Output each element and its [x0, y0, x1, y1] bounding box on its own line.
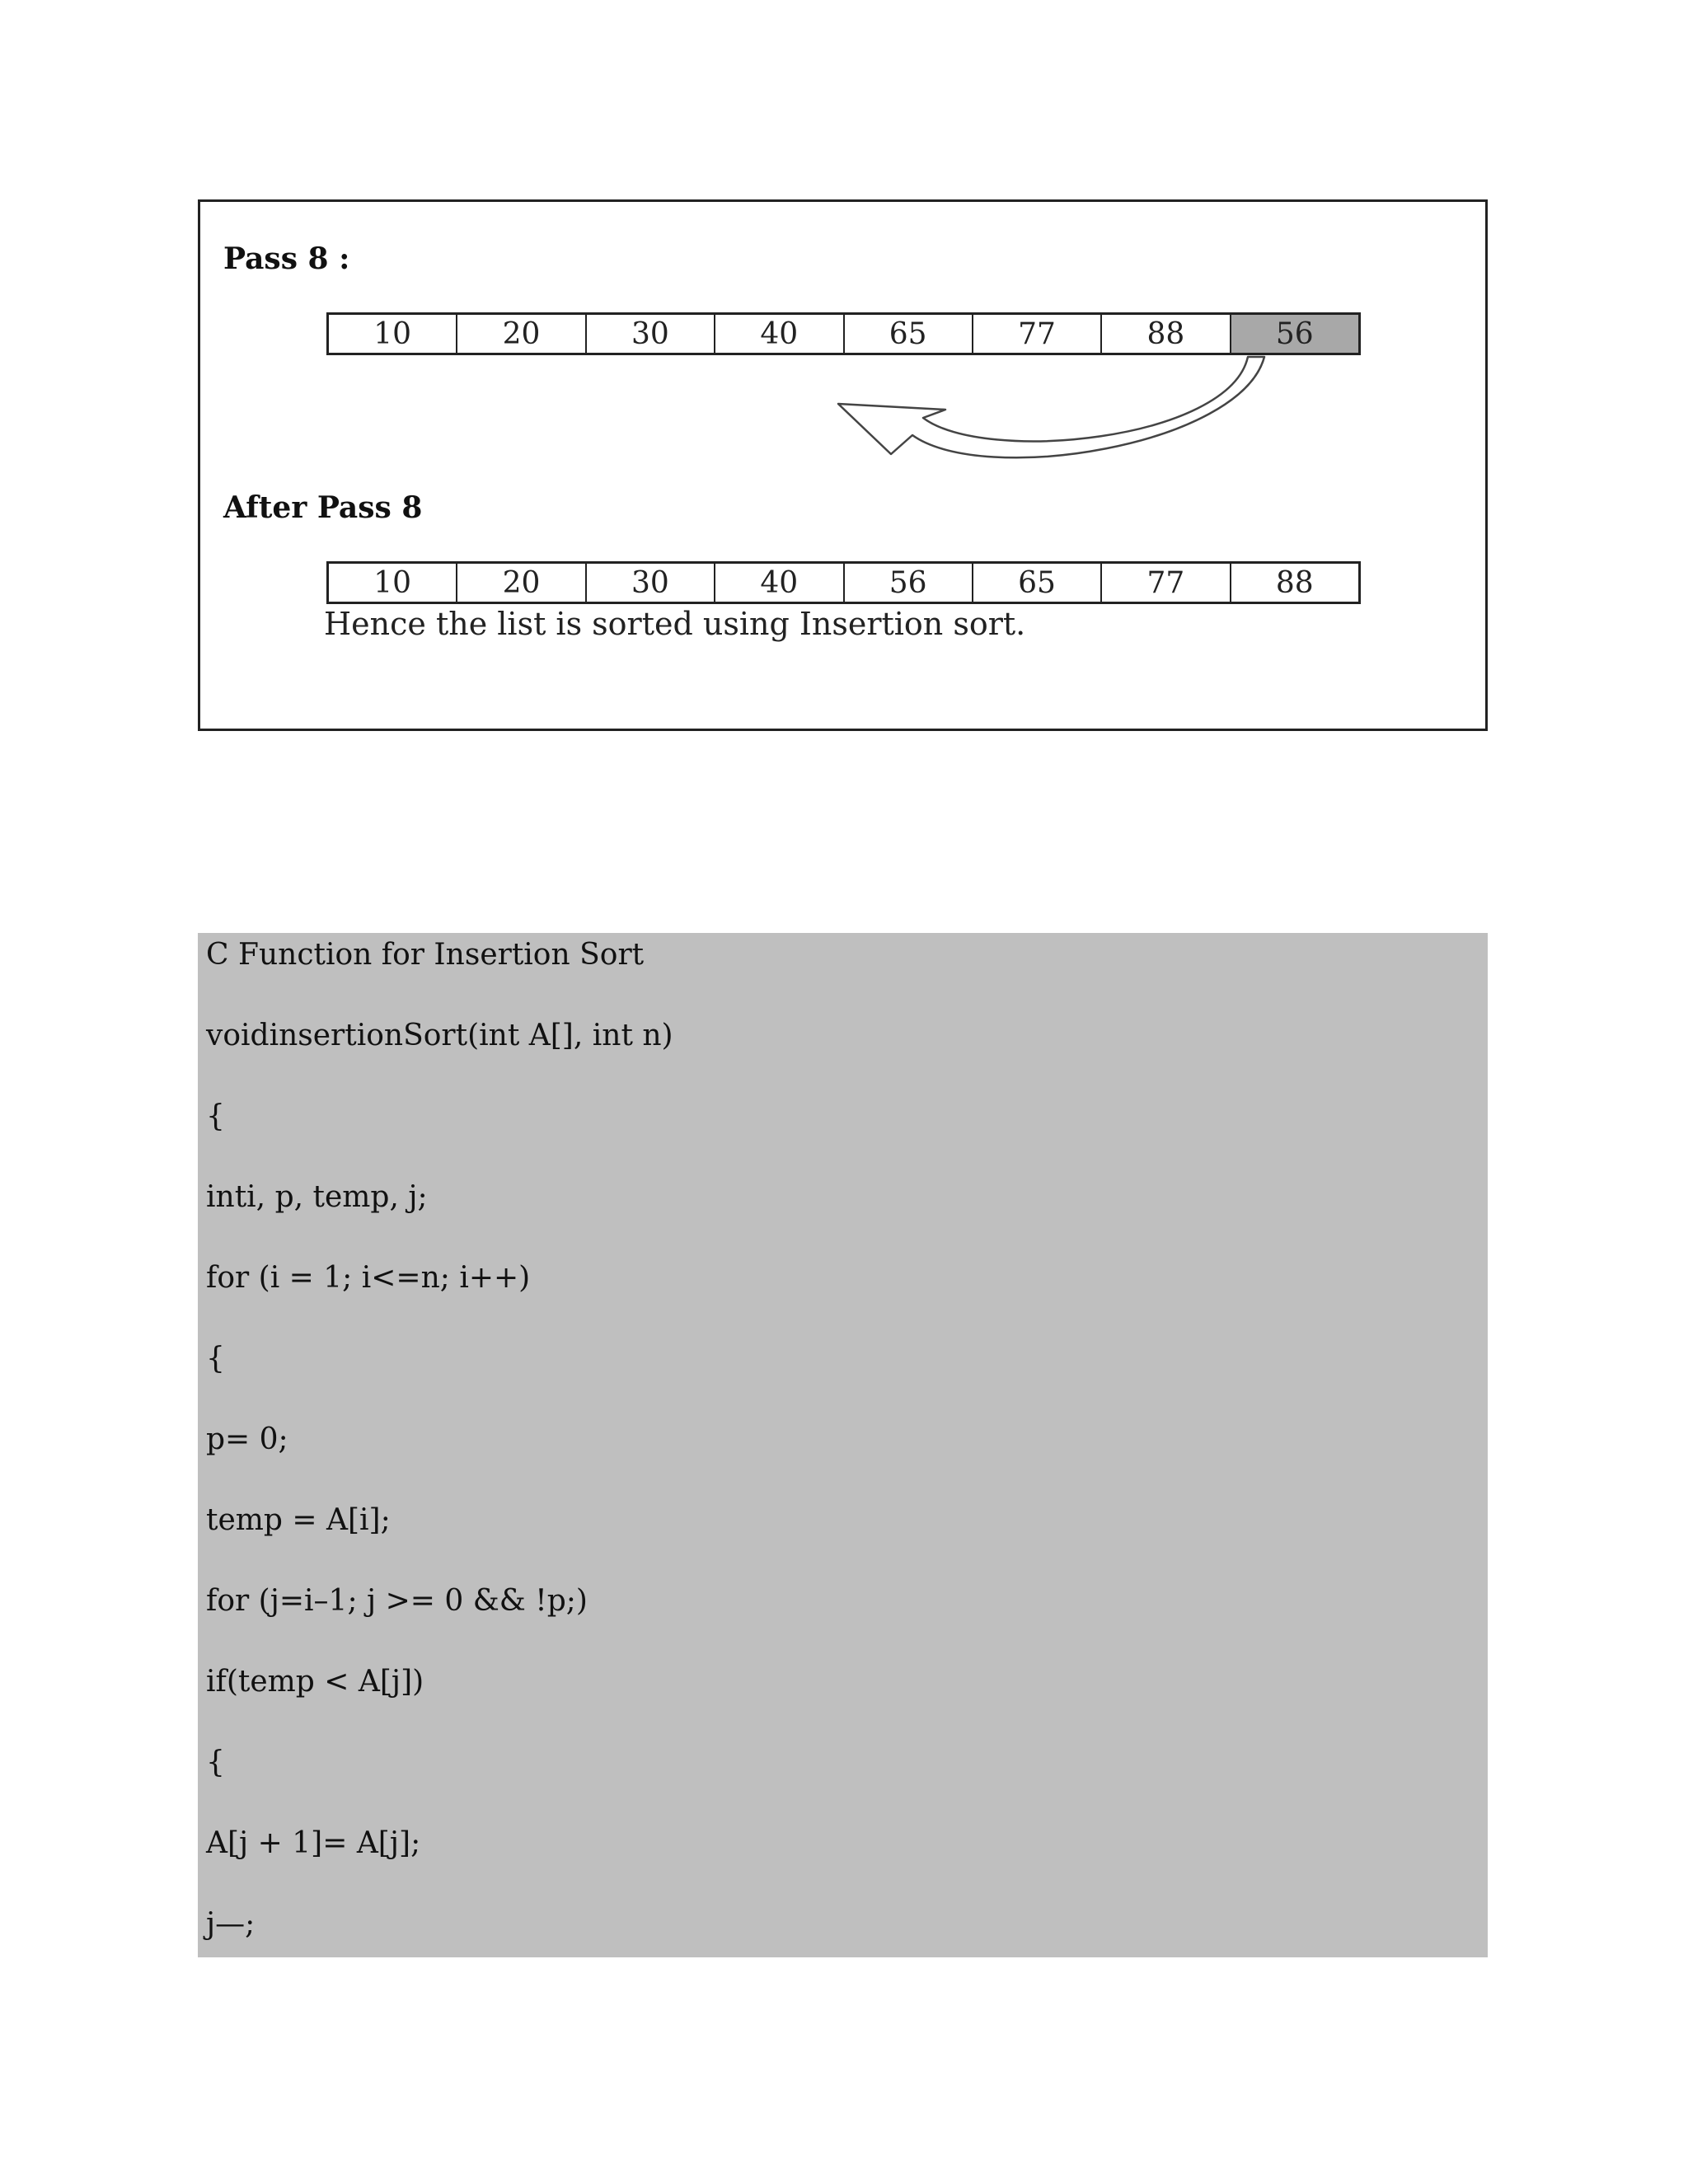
code-line: for (i = 1; i<=n; i++): [206, 1261, 531, 1295]
array-cell: 20: [457, 564, 586, 602]
array-cell: 30: [587, 315, 715, 353]
code-line: inti, p, temp, j;: [206, 1180, 428, 1214]
code-panel: [198, 933, 1488, 1957]
array-cell: 77: [973, 315, 1102, 353]
array-cell: 10: [329, 564, 457, 602]
code-line: p= 0;: [206, 1422, 288, 1456]
after-array: [326, 561, 1361, 604]
array-cell: 56: [845, 564, 973, 602]
array-cell: 77: [1102, 564, 1231, 602]
code-line: voidinsertionSort(int A[], int n): [206, 1019, 673, 1052]
code-line: {: [206, 1342, 225, 1376]
code-line: A[j + 1]= A[j];: [206, 1826, 421, 1860]
code-title: C Function for Insertion Sort: [206, 938, 645, 972]
code-line: if(temp < A[j]): [206, 1665, 424, 1699]
array-cell: 65: [845, 315, 973, 353]
pass-8-figure: [198, 199, 1488, 731]
array-cell: 30: [587, 564, 715, 602]
array-cell: 40: [715, 564, 844, 602]
array-cell: 88: [1275, 565, 1314, 600]
conclusion-text: Hence the list is sorted using Insertion sort.: [324, 606, 1026, 642]
code-line: j—;: [206, 1907, 256, 1941]
code-line: temp = A[i];: [206, 1503, 391, 1537]
insertion-curved-arrow-icon: [200, 202, 1490, 733]
pass-heading: Pass 8 :: [223, 241, 350, 276]
array-cell: 40: [715, 315, 844, 353]
code-line: {: [206, 1746, 225, 1779]
code-line: {: [206, 1099, 225, 1133]
array-cell: 10: [329, 315, 457, 353]
array-cell: 65: [973, 564, 1102, 602]
array-cell: 20: [457, 315, 586, 353]
array-cell-highlighted: 56: [1231, 315, 1358, 353]
code-line: for (j=i–1; j >= 0 && !p;): [206, 1584, 588, 1618]
array-cell: 88: [1102, 315, 1231, 353]
after-pass-heading: After Pass 8: [223, 490, 423, 525]
